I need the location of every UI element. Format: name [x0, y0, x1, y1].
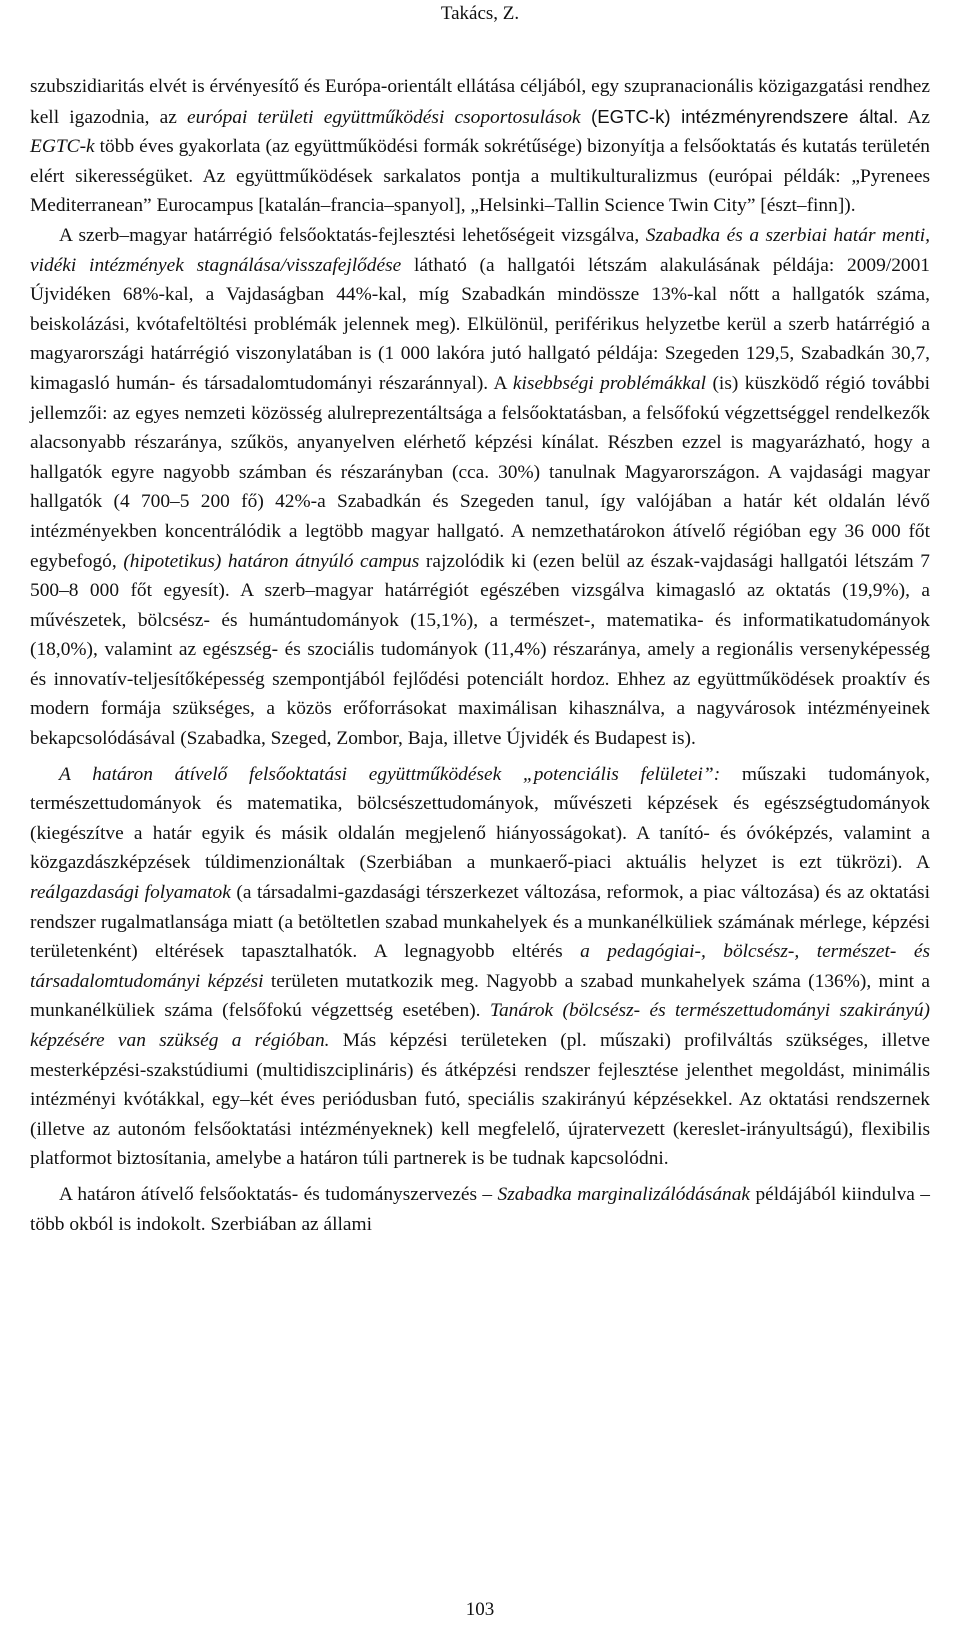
text-run: szubszidiaritás elvét is érvényesítő és Európa-orientált ellátása céljából, egy szupranacionális közigazgatási rendhez kell igazodnia, az	[30, 76, 930, 128]
italic-text-run: a pedagógiai-, bölcsész-, természet- és társadalomtudományi képzési	[30, 941, 931, 992]
italic-text-run: Szabadka marginalizálódásának	[497, 1183, 751, 1205]
italic-text-run: A határon átívelő felsőoktatási együttműködések „potenciális felületei”:	[59, 763, 721, 785]
italic-text-run: európai területi együttműködési csoportosulások	[187, 106, 581, 128]
page-number: 103	[465, 1599, 495, 1620]
text-run: több éves gyakorlata (az együttműködési formák sokrétűsége) bizonyítja a felsőoktatás és kutatás területén elért sikerességüket. Az együttműködések sarkalatos pontja a multikulturalizmus (európai példák: „Pyrenees Mediterranean” Eurocampus [katalán–francia–spanyol], „Helsinki–Tallin Science Twin City” [észt–finn]).	[30, 136, 930, 217]
text-run: Más képzési területeken (pl. műszaki) profilváltás szükséges, illetve mesterképzési-szakstúdiumi (multidiszciplináris) és átképzési rendszer fejlesztése jelenthet megoldást, minimális intézményi kvótákkal, egy–két éves periódusban futó, speciális szakirányú képzésekkel. Az oktatási rendszernek (illetve az autonóm felsőoktatási intézményeknek) kell megfelelő, újratervezett (kereslet-irányultságú), flexibilis platformot biztosítania, amelybe a határon túli partnerek is be tudnak kapcsolódni.	[30, 1030, 930, 1170]
italic-text-run: (hipotetikus) határon átnyúló campus	[123, 550, 420, 572]
italic-text-run: Szabadka és a szerbiai határ menti, vidéki intézmények stagnálása/visszafejlődése	[30, 224, 930, 276]
italic-text-run: Tanárok (bölcsész- és természettudományi szakirányú) képzésére van szükség a régióban.	[30, 1000, 930, 1051]
paragraph	[30, 760, 930, 1174]
text-run: (EGTC-k) intézményrendszere által.	[580, 105, 899, 127]
italic-text-run: kisebbségi problémákkal	[512, 372, 707, 394]
text-run: látható (a hallgatói létszám alakulásának példája: 2009/2001 Újvidéken 68%-kal, a Vajdaságban 44%-kal, míg Szabadkán mindössze 13%-kal nőtt a hallgatók száma, beiskolázási, kvótafeltöltési problémák jelennek meg). Elkülönül, periférikus helyzetbe kerül a szerb határrégió a magyarországi határrégió viszonylatában is (1 000 lakóra jutó hallgató példája: Szegeden 129,5, Szabadkán 30,7, kimagasló humán- és társadalomtudományi részaránnyal). A	[30, 254, 930, 394]
text-run: műszaki tudományok, természettudományok és matematika, bölcsészettudományok, művészeti képzések és egészségtudományok (kiegészítve a határ egyik és másik oldalán megjelenő hiányosságokat). A tanító- és óvóképzés, valamint a közgazdászképzések túldimenzionáltak (Szerbiában a munkaerő-piaci aktuális helyzet is ezt tükrözi). A	[30, 763, 930, 874]
paragraph	[30, 221, 930, 754]
text-run: Az	[898, 106, 930, 128]
running-head: Takács, Z.	[440, 3, 520, 24]
body-text	[30, 72, 930, 1239]
text-run: (a társadalmi-gazdasági térszerkezet változása, reformok, a piac változása) és az oktatási rendszer rugalmatlansága miatt (a betöltetlen szabad munkahelyek és a munkanélküliek számának mérlege, képzési területenként) eltérések tapasztalhatók. A legnagyobb eltérés	[30, 882, 930, 963]
italic-text-run: EGTC-k	[30, 136, 95, 158]
text-run: példájából kiindulva – több okból is indokolt. Szerbiában az állami	[30, 1183, 930, 1235]
paragraph	[30, 1180, 930, 1239]
text-run: A szerb–magyar határrégió felsőoktatás-fejlesztési lehetőségeit vizsgálva,	[59, 224, 646, 246]
paragraph	[30, 72, 930, 221]
text-run: (is) küszködő régió további jellemzői: az egyes nemzeti közösség alulreprezentáltsága a felsőoktatásban, a felsőfokú végzettséggel rendelkezők alacsonyabb részaránya, szűkös, anyanyelven elérhető képzési kínálat. Részben ezzel is magyarázható, hogy a hallgatók egyre nagyobb számban és részarányban (cca. 30%) tanulnak Magyarországon. A vajdasági magyar hallgatók (4 700–5 200 fő) 42%-a Szabadkán és Szegeden tanul, így valójában a határ két oldalán lévő intézményekben koncentrálódik a legtöbb magyar hallgató. A nemzethatárokon átívelő régióban egy 36 000 főt egybefogó,	[30, 372, 930, 572]
text-run: rajzolódik ki (ezen belül az észak-vajdasági hallgatói létszám 7 500–8 000 főt egyesít). A szerb–magyar határrégiót egészében vizsgálva kimagasló az oktatás (19,9%), a művészetek, bölcsész- és humántudományok (15,1%), a természet-, matematika- és informatikatudományok (18,0%), valamint az egészség- és szociális tudományok (11,4%) részaránya, amely a regionális versenyképesség és innovatív-teljesítőképesség szempontjából fejlődési potenciált hordoz. Ehhez az együttműködések proaktív és modern formája szükséges, a közös erőforrásokat maximálisan kihasználva, a nagyvárosok intézményeinek bekapcsolódásával (Szabadka, Szeged, Zombor, Baja, illetve Újvidék és Budapest is).	[30, 550, 930, 750]
italic-text-run: reálgazdasági folyamatok	[30, 882, 231, 904]
text-run: területen mutatkozik meg. Nagyobb a szabad munkahelyek száma (136%), mint a munkanélküliek száma (felsőfokú végzettség esetében).	[30, 970, 930, 1022]
text-run: A határon átívelő felsőoktatás- és tudományszervezés –	[59, 1183, 498, 1205]
